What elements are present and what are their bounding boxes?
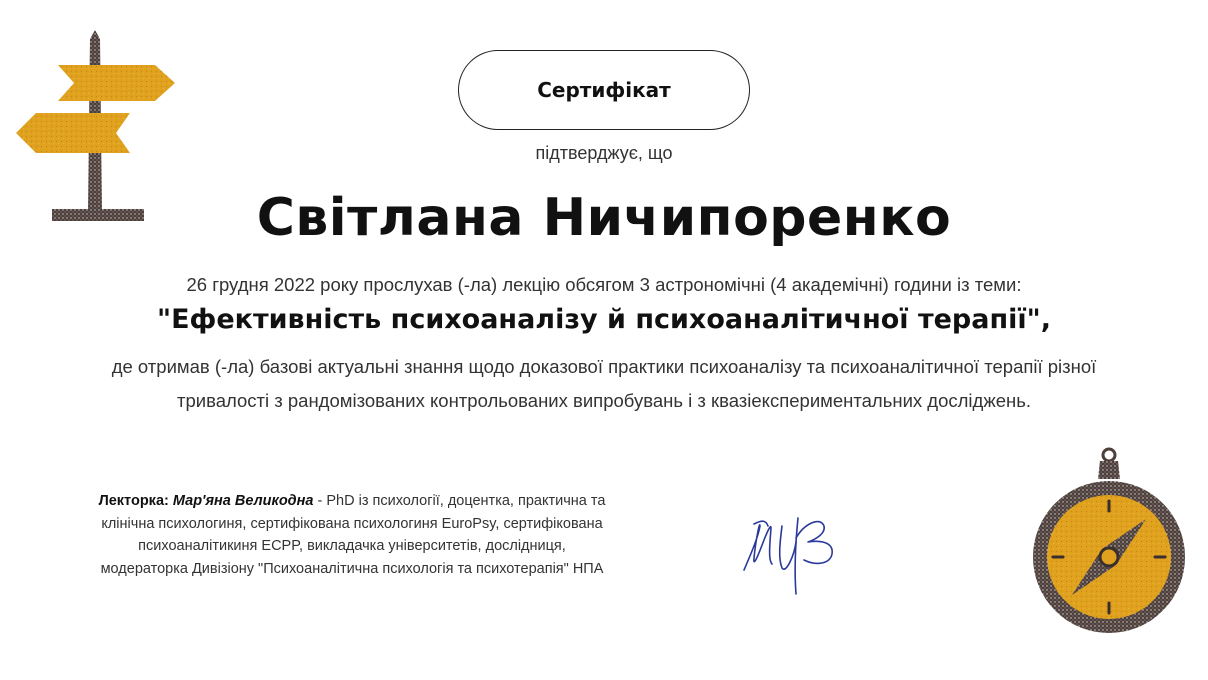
lecturer-bio: - PhD із психології, доцентка, практична та клінічна психологиня, сертифікована психологиня EuroPsy, сертифікована психоаналітикиня ECPP, викладачка університетів, дослідниця, модераторка Дивізіону "Психоаналітична психологія та психотерапія" НПА — [100, 493, 606, 577]
lecturer-label: Лекторка: — [98, 493, 169, 509]
lecture-intro-line: 26 грудня 2022 року прослухав (-ла) лекцію обсягом 3 астрономічні (4 академічні) години із теми: — [186, 274, 1022, 295]
recipient-name: Світлана Ничипоренко — [256, 188, 952, 248]
lecturer-name: Мар'яна Великодна — [172, 493, 314, 509]
lecture-topic: "Ефективність психоаналізу й психоаналітичної терапії", — [157, 304, 1051, 335]
certificate-title-badge — [458, 50, 750, 130]
handwritten-signature — [738, 498, 848, 603]
confirms-text: підтверджує, що — [535, 143, 673, 163]
certificate-title: Сертифікат — [537, 78, 671, 102]
lecture-description: де отримав (-ла) базові актуальні знання щодо доказової практики психоаналізу та психоаналітичної терапії різної тривалості з рандомізованих контрольованих випробувань і з квазіекспериментальних досліджень. — [111, 356, 1097, 411]
compass-icon — [1030, 445, 1190, 650]
lecturer-info — [98, 490, 606, 580]
